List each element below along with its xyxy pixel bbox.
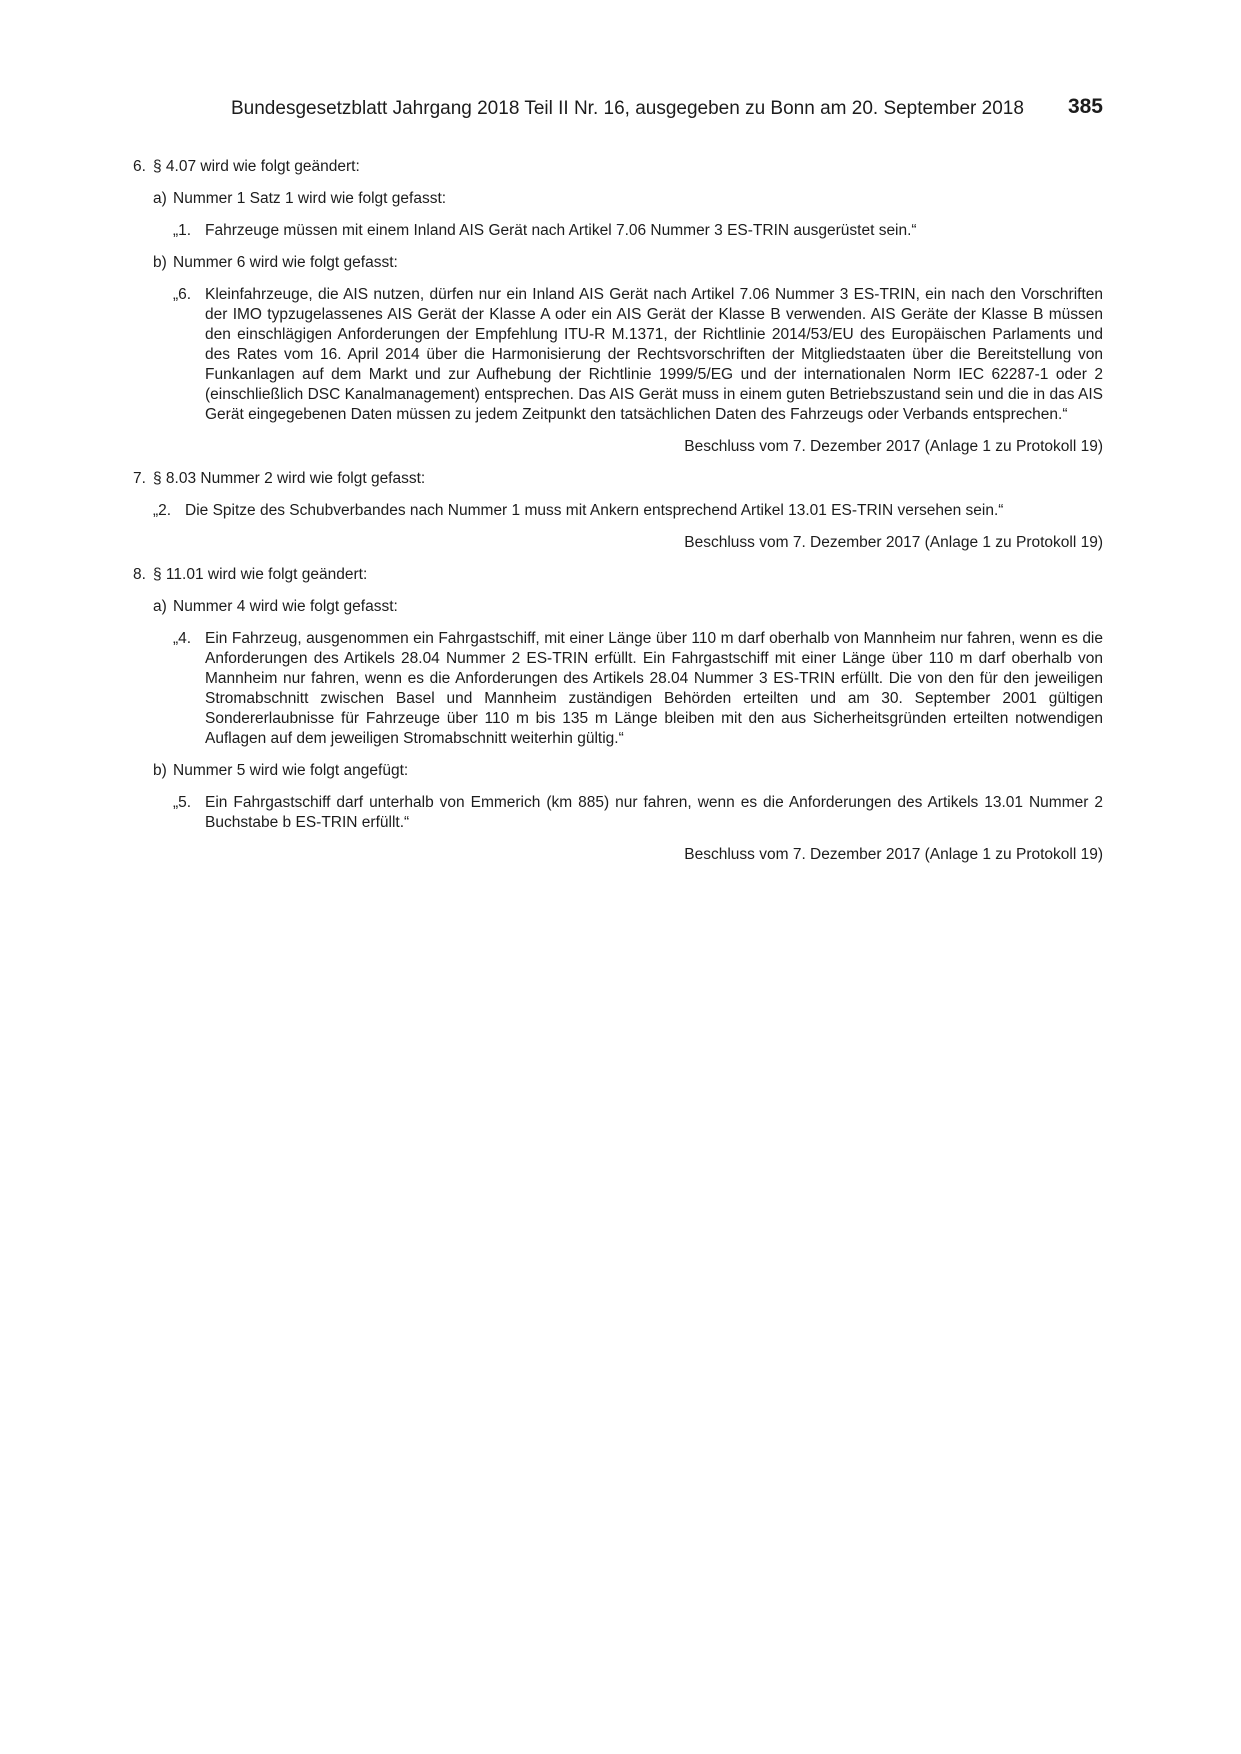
sub-item-letter: a) (153, 598, 167, 615)
document-body (133, 157, 1103, 877)
item-number: 6. (133, 158, 146, 175)
sub-item-heading: Nummer 4 wird wie folgt gefasst: (173, 598, 398, 615)
sub-item-heading: Nummer 6 wird wie folgt gefasst: (173, 254, 398, 271)
quoted-provision-number: „2. (153, 502, 172, 519)
sub-item-b (153, 253, 1103, 425)
quoted-provision-number: „6. (173, 286, 192, 303)
amendment-item-8 (133, 565, 1103, 865)
quoted-provision (153, 501, 1103, 521)
sub-item-heading: Nummer 5 wird wie folgt angefügt: (173, 762, 409, 779)
decision-reference: Beschluss vom 7. Dezember 2017 (Anlage 1 zu Protokoll 19) (684, 534, 1103, 551)
quoted-provision-number: „4. (173, 630, 192, 647)
amendment-item-6 (133, 157, 1103, 457)
page-number: 385 (1067, 95, 1103, 118)
item-heading: § 4.07 wird wie folgt geändert: (153, 158, 360, 175)
item-heading: § 11.01 wird wie folgt geändert: (153, 566, 368, 583)
sub-item-letter: b) (153, 254, 167, 271)
item-number: 8. (133, 566, 146, 583)
quoted-provision (173, 793, 1103, 833)
sub-item-letter: b) (153, 762, 167, 779)
page-header (0, 95, 1241, 126)
decision-reference: Beschluss vom 7. Dezember 2017 (Anlage 1 zu Protokoll 19) (684, 846, 1103, 863)
amendment-item-7 (133, 469, 1103, 553)
header-title: Bundesgesetzblatt Jahrgang 2018 Teil II Nr. 16, ausgegeben zu Bonn am 20. September 2018 (231, 98, 1024, 119)
quoted-provision-text: Ein Fahrgastschiff darf unterhalb von Emmerich (km 885) nur fahren, wenn es die Anforderungen des Artikels 13.01 Nummer 2 Buchstabe b ES-TRIN erfüllt.“ (205, 794, 1103, 831)
decision-reference: Beschluss vom 7. Dezember 2017 (Anlage 1 zu Protokoll 19) (684, 438, 1103, 455)
item-number: 7. (133, 470, 146, 487)
quoted-provision-number: „1. (173, 222, 192, 239)
quoted-provision-number: „5. (173, 794, 192, 811)
quoted-provision-text: Kleinfahrzeuge, die AIS nutzen, dürfen nur ein Inland AIS Gerät nach Artikel 7.06 Nummer 3 ES-TRIN, ein nach den Vorschriften der IMO typzugelassenes AIS Gerät der Klasse A oder ein AIS Gerät der Klasse B verwenden. AIS Geräte der Klasse B müssen den einschlägigen Anforderungen der Empfehlung ITU-R M.1371, der Richtlinie 2014/53/EU des Europäischen Parlaments und des Rates vom 16. April 2014 über die Harmonisierung der Rechtsvorschriften der Mitgliedstaaten über die Bereitstellung von Funkanlagen auf dem Markt und zur Aufhebung der Richtlinie 1999/5/EG und der internationalen Norm IEC 62287-1 oder 2 (einschließlich DSC Kanalmanagement) entsprechen. Das AIS Gerät muss in einem guten Betriebszustand sein und die in das AIS Gerät eingegebenen Daten müssen zu jedem Zeitpunkt den tatsächlichen Daten des Fahrzeugs oder Verbands entsprechen.“ (205, 286, 1103, 423)
sub-item-a (153, 189, 1103, 241)
quoted-provision (173, 629, 1103, 749)
sub-item-heading: Nummer 1 Satz 1 wird wie folgt gefasst: (173, 190, 447, 207)
item-heading: § 8.03 Nummer 2 wird wie folgt gefasst: (153, 470, 426, 487)
quoted-provision (173, 221, 1103, 241)
quoted-provision-text: Die Spitze des Schubverbandes nach Nummer 1 muss mit Ankern entsprechend Artikel 13.01 ES-TRIN versehen sein.“ (185, 502, 1004, 519)
sub-item-b (153, 761, 1103, 833)
quoted-provision-text: Ein Fahrzeug, ausgenommen ein Fahrgastschiff, mit einer Länge über 110 m darf oberhalb von Mannheim nur fahren, wenn es die Anforderungen des Artikels 28.04 Nummer 2 ES-TRIN erfüllt. Ein Fahrgastschiff mit einer Länge über 110 m darf oberhalb von Mannheim nur fahren, wenn es die Anforderungen des Artikels 28.04 Nummer 3 ES-TRIN erfüllt. Die von den für den jeweiligen Stromabschnitt zwischen Basel und Mannheim zuständigen Behörden erteilten und am 30. September 2001 gültigen Sondererlaubnisse für Fahrzeuge über 110 m bis 135 m Länge bleiben mit den aus Sicherheitsgründen erteilten notwendigen Auflagen auf dem jeweiligen Stromabschnitt weiterhin gültig.“ (205, 630, 1103, 747)
sub-item-letter: a) (153, 190, 167, 207)
sub-item-a (153, 597, 1103, 749)
quoted-provision-text: Fahrzeuge müssen mit einem Inland AIS Gerät nach Artikel 7.06 Nummer 3 ES-TRIN ausgerüstet sein.“ (205, 222, 917, 239)
quoted-provision (173, 285, 1103, 425)
